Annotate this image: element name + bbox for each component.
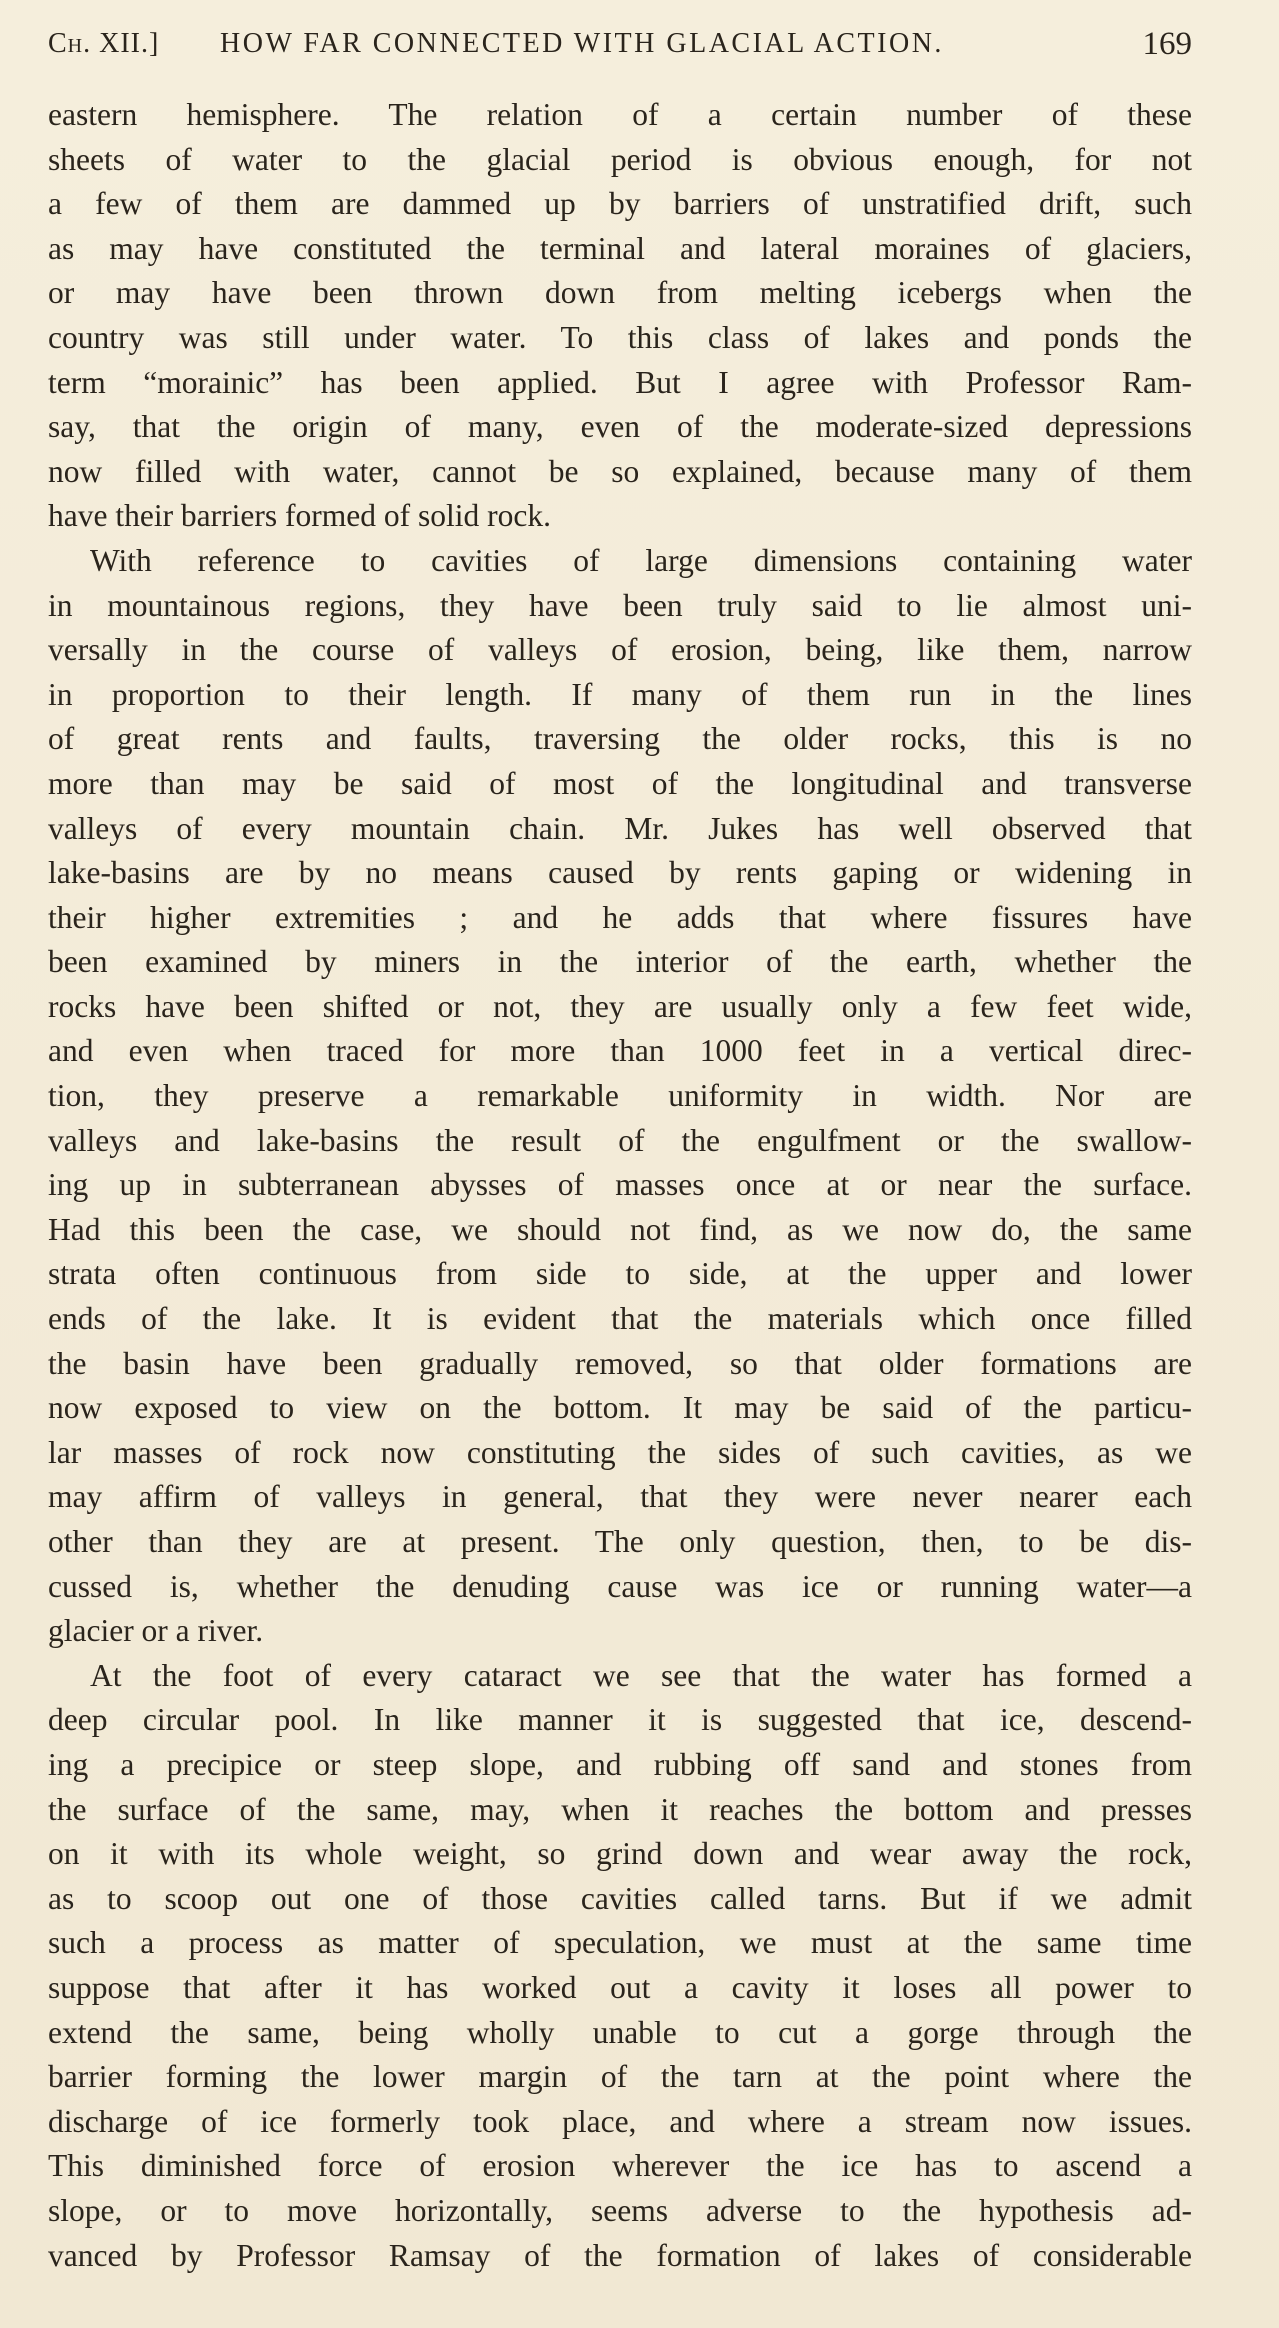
text-line: With reference to cavities of large dimensions containing water xyxy=(90,542,1192,578)
text-line: Had this been the case, we should not find, as we now do, the same xyxy=(48,1211,1192,1247)
text-line: or may have been thrown down from melting icebergs when the xyxy=(48,275,1192,311)
running-head xyxy=(48,28,1192,68)
text-line: deep circular pool. In like manner it is suggested that ice, descend- xyxy=(48,1702,1192,1738)
text-line: versally in the course of valleys of erosion, being, like them, narrow xyxy=(48,632,1192,668)
text-line: such a process as matter of speculation, we must at the same time xyxy=(48,1925,1192,1961)
text-line: At the foot of every cataract we see that the water has formed a xyxy=(90,1657,1192,1693)
text-line: strata often continuous from side to side, at the upper and lower xyxy=(48,1256,1192,1292)
text-line: vanced by Professor Ramsay of the formation of lakes of considerable xyxy=(48,2237,1192,2273)
text-line: have their barriers formed of solid rock. xyxy=(48,498,551,534)
text-line: may affirm of valleys in general, that they were never nearer each xyxy=(48,1479,1192,1515)
text-line: sheets of water to the glacial period is obvious enough, for not xyxy=(48,141,1192,177)
text-line: term “morainic” has been applied. But I agree with Professor Ram- xyxy=(48,364,1192,400)
text-line: other than they are at present. The only question, then, to be dis- xyxy=(48,1524,1192,1559)
text-line: a few of them are dammed up by barriers of unstratified drift, such xyxy=(48,186,1192,222)
text-line: of great rents and faults, traversing the older rocks, this is no xyxy=(48,721,1192,757)
page-number: 169 xyxy=(1142,26,1192,62)
text-line: glacier or a river. xyxy=(48,1613,264,1649)
text-line: in proportion to their length. If many of them run in the lines xyxy=(48,676,1192,712)
body-text xyxy=(48,93,1192,2278)
text-line: eastern hemisphere. The relation of a certain number of these xyxy=(48,97,1192,132)
text-line: as to scoop out one of those cavities called tarns. But if we admit xyxy=(48,1880,1192,1916)
text-line: discharge of ice formerly took place, and where a stream now issues. xyxy=(48,2103,1192,2139)
text-line: ing up in subterranean abysses of masses once at or near the surface. xyxy=(48,1167,1192,1203)
text-line: say, that the origin of many, even of the moderate-sized depressions xyxy=(48,409,1192,445)
text-line: This diminished force of erosion wherever the ice has to ascend a xyxy=(48,2148,1192,2184)
text-line: the basin have been gradually removed, so that older formations are xyxy=(48,1345,1192,1381)
text-line: country was still under water. To this class of lakes and ponds the xyxy=(48,319,1192,355)
text-line: now exposed to view on the bottom. It may be said of the particu- xyxy=(48,1390,1192,1426)
text-line: lake-basins are by no means caused by rents gaping or widening in xyxy=(48,855,1192,891)
chapter-reference: Ch. XII.] xyxy=(48,28,160,59)
text-line: and even when traced for more than 1000 feet in a vertical direc- xyxy=(48,1033,1192,1069)
text-line: now filled with water, cannot be so explained, because many of them xyxy=(48,453,1192,489)
text-line: their higher extremities ; and he adds that where fissures have xyxy=(48,899,1192,935)
text-line: the surface of the same, may, when it reaches the bottom and presses xyxy=(48,1791,1192,1827)
text-line: slope, or to move horizontally, seems adverse to the hypothesis ad- xyxy=(48,2192,1192,2228)
text-line: ends of the lake. It is evident that the materials which once filled xyxy=(48,1301,1192,1337)
text-line: on it with its whole weight, so grind down and wear away the rock, xyxy=(48,1836,1192,1872)
text-line: as may have constituted the terminal and lateral moraines of glaciers, xyxy=(48,230,1192,266)
text-line: tion, they preserve a remarkable uniformity in width. Nor are xyxy=(48,1078,1192,1114)
text-line: valleys of every mountain chain. Mr. Jukes has well observed that xyxy=(48,810,1192,846)
text-line: extend the same, being wholly unable to cut a gorge through the xyxy=(48,2014,1192,2050)
text-line: ing a precipice or steep slope, and rubbing off sand and stones from xyxy=(48,1746,1192,1782)
text-line: lar masses of rock now constituting the sides of such cavities, as we xyxy=(48,1434,1192,1470)
text-line: suppose that after it has worked out a cavity it loses all power to xyxy=(48,1969,1192,2005)
text-line: rocks have been shifted or not, they are usually only a few feet wide, xyxy=(48,988,1192,1024)
text-line: been examined by miners in the interior of the earth, whether the xyxy=(48,944,1192,980)
text-line: more than may be said of most of the longitudinal and transverse xyxy=(48,765,1192,801)
text-line: cussed is, whether the denuding cause was ice or running water—a xyxy=(48,1568,1192,1604)
text-line: in mountainous regions, they have been truly said to lie almost uni- xyxy=(48,587,1192,623)
running-title: HOW FAR CONNECTED WITH GLACIAL ACTION. xyxy=(220,28,944,59)
text-line: valleys and lake-basins the result of the engulfment or the swallow- xyxy=(48,1122,1192,1158)
text-line: barrier forming the lower margin of the tarn at the point where the xyxy=(48,2059,1192,2095)
